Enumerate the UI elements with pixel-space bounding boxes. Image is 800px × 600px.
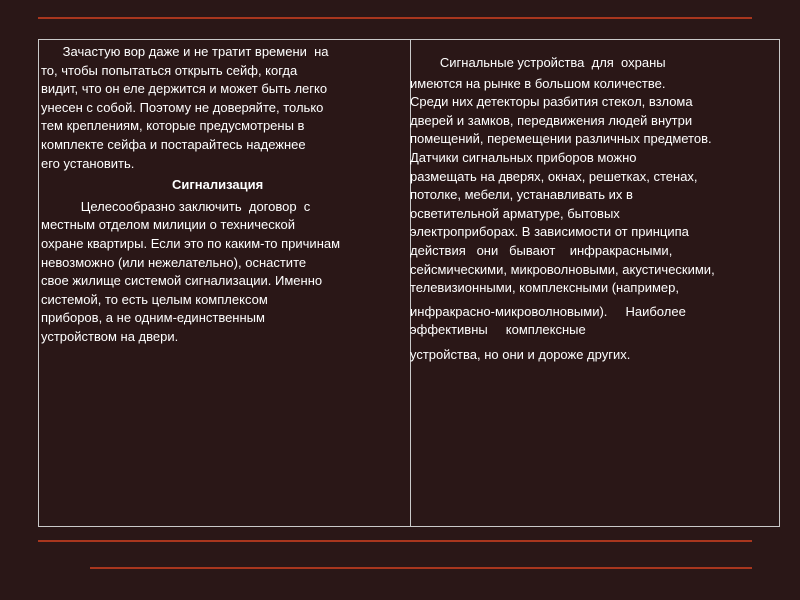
right-text-line: потолке, мебели, устанавливать их в [410,187,633,203]
right-text-line: устройства, но они и дороже других. [410,346,631,362]
left-text-line: его установить. [41,155,135,171]
left-text-line: унесен с собой. Поэтому не доверяйте, только [41,99,324,115]
bottom-accent-rule [38,540,752,542]
right-text-line: Среди них детекторы разбития стекол, взлома [410,94,693,110]
right-text-line: Сигнальные устройства для охраны [411,55,666,70]
left-text-line: охране квартиры. Если это по каким-то причинам [41,235,341,251]
left-text-line: тем креплениям, которые предусмотрены в [41,118,305,134]
left-text-line: то, чтобы попытаться открыть сейф, когда [41,62,298,78]
right-text-line: имеются на рынке в большом количестве. [410,75,666,91]
right-text-line: действия они бывают инфракрасными, [410,242,673,258]
right-text-line: размещать на дверях, окнах, решетках, стенах, [410,168,698,184]
right-text-line: помещений, перемещении различных предметов. [410,131,712,147]
right-column [410,40,780,365]
section-heading-signalizatsiya: Сигнализация [172,177,264,193]
left-text-line: приборов, а не одним-единственным [41,310,265,326]
right-text-line: сейсмическими, микроволновыми, акустическими, [410,261,715,277]
bottom-accent-rule-secondary [90,567,752,569]
left-column [41,40,407,347]
right-text-line: осветительной арматуре, бытовых [410,205,620,221]
right-text-line: эффективны комплексные [410,322,586,338]
left-text-line: Целесообразно заключить договор с [41,198,311,214]
left-text-line: невозможно (или нежелательно), оснастите [41,254,307,270]
top-accent-rule [38,17,752,19]
right-text-line: дверей и замков, передвижения людей внутри [410,112,693,128]
content-table [38,39,780,527]
right-text-line: инфракрасно-микроволновыми). Наиболее [410,303,686,319]
left-text-line: системой, то есть целым комплексом [41,291,268,307]
right-text-line: электроприборах. В зависимости от принципа [410,224,689,240]
right-text-line: Датчики сигнальных приборов можно [410,149,637,165]
left-text-line: комплекте сейфа и постарайтесь надежнее [41,136,306,152]
left-text-line: видит, что он еле держится и может быть легко [41,81,328,97]
left-text-line: Зачастую вор даже и не тратит времени на [41,44,329,59]
left-text-line: свое жилище системой сигнализации. Именно [41,273,323,289]
left-text-line: местным отделом милиции о технической [41,217,296,233]
left-text-line: устройством на двери. [41,328,179,344]
right-text-line: телевизионными, комплексными (например, [410,280,679,296]
